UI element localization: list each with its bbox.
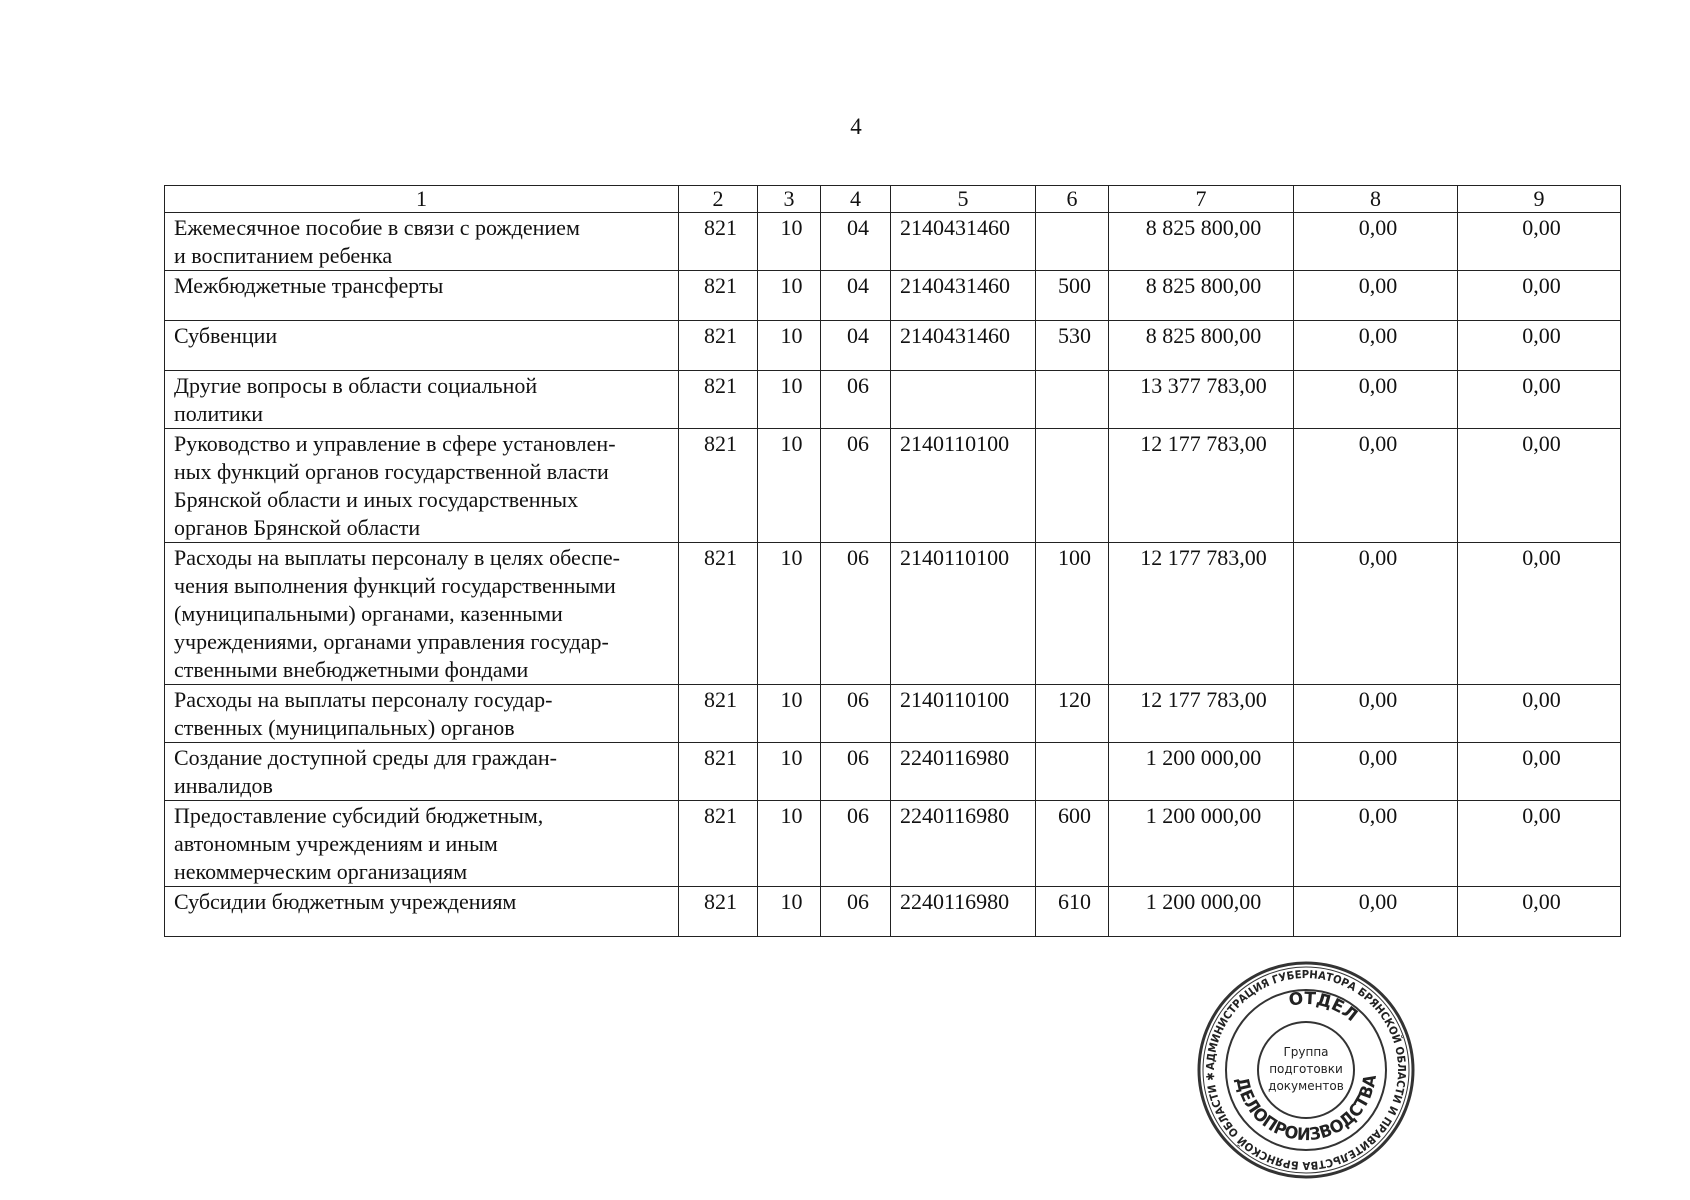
row-amount-cell: [1458, 685, 1621, 743]
cell-value: 2240116980: [900, 803, 1010, 828]
row-amount-cell: [1109, 887, 1294, 937]
cell-value: 821: [704, 323, 737, 348]
cell-value: 12 177 783,00: [1140, 431, 1267, 456]
row-target-article-cell: [891, 887, 1036, 937]
row-expense-type-cell: [1036, 801, 1109, 887]
row-section-cell: [758, 887, 821, 937]
cell-value: 13 377 783,00: [1140, 373, 1267, 398]
row-target-article-cell: [891, 321, 1036, 371]
cell-value: 821: [704, 273, 737, 298]
row-amount-cell: [1294, 271, 1458, 321]
row-amount-cell: [1458, 887, 1621, 937]
row-target-article-cell: [891, 543, 1036, 685]
row-name-cell: [165, 321, 679, 371]
table-row: [165, 213, 1621, 271]
cell-value: 0,00: [1358, 687, 1398, 712]
row-amount-cell: [1458, 801, 1621, 887]
table-row: [165, 801, 1621, 887]
column-header: 1: [165, 186, 679, 213]
row-subsection-cell: [821, 543, 891, 685]
cell-value: 06: [847, 889, 869, 914]
column-header: 7: [1109, 186, 1294, 213]
cell-value: 10: [780, 215, 803, 240]
cell-value: 821: [704, 803, 737, 828]
cell-value: 06: [847, 545, 869, 570]
cell-value: 2240116980: [900, 745, 1010, 770]
row-expense-type-cell: [1036, 543, 1109, 685]
row-amount-cell: [1458, 271, 1621, 321]
row-target-article-cell: [891, 371, 1036, 429]
row-section-cell: [758, 743, 821, 801]
row-name-cell: [165, 213, 679, 271]
row-target-article-cell: [891, 685, 1036, 743]
row-subsection-cell: [821, 271, 891, 321]
row-section-cell: [758, 213, 821, 271]
table-row: [165, 887, 1621, 937]
row-expense-type-cell: [1036, 371, 1109, 429]
cell-value: 2140110100: [900, 431, 1010, 456]
cell-value: 821: [704, 373, 737, 398]
row-amount-cell: [1109, 685, 1294, 743]
table-row: [165, 543, 1621, 685]
row-target-article-cell: [891, 801, 1036, 887]
page-number: 4: [850, 114, 862, 139]
row-amount-cell: [1294, 429, 1458, 543]
row-amount-cell: [1109, 543, 1294, 685]
row-name-cell: [165, 887, 679, 937]
stamp-outer-text: АДМИНИСТРАЦИЯ ГУБЕРНАТОРА БРЯНСКОЙ ОБЛАСТИ И ПРАВИТЕЛЬСТВА БРЯНСКОЙ ОБЛАСТИ ✱: [1203, 967, 1409, 1173]
row-code-cell: [679, 887, 758, 937]
row-amount-cell: [1109, 371, 1294, 429]
row-amount-cell: [1294, 743, 1458, 801]
cell-value: 530: [1058, 323, 1091, 348]
cell-value: 0,00: [1358, 273, 1398, 298]
cell-value: 1 200 000,00: [1145, 803, 1262, 828]
row-name-cell: [165, 801, 679, 887]
row-label-text: Субсидии бюджетным учреждениям: [174, 889, 517, 914]
cell-value: 500: [1058, 273, 1091, 298]
table-row: [165, 371, 1621, 429]
row-amount-cell: [1294, 371, 1458, 429]
cell-value: 8 825 800,00: [1145, 215, 1262, 240]
cell-value: 10: [780, 323, 803, 348]
row-section-cell: [758, 543, 821, 685]
column-header: 8: [1294, 186, 1458, 213]
cell-value: 821: [704, 545, 737, 570]
row-label-text: Предоставление субсидий бюджетным, автономным учреждениям и иным некоммерческим организациям: [174, 803, 544, 884]
row-label-text: Создание доступной среды для граждан- инвалидов: [174, 745, 557, 798]
row-name-cell: [165, 685, 679, 743]
column-header: 2: [679, 186, 758, 213]
cell-value: 12 177 783,00: [1140, 545, 1267, 570]
cell-value: 8 825 800,00: [1145, 323, 1262, 348]
row-label-text: Руководство и управление в сфере установлен- ных функций органов государственной власти Брянской области и иных государственных органов Брянской области: [174, 431, 616, 540]
row-expense-type-cell: [1036, 429, 1109, 543]
row-code-cell: [679, 685, 758, 743]
cell-value: 0,00: [1522, 373, 1561, 398]
cell-value: 2140110100: [900, 545, 1010, 570]
row-amount-cell: [1109, 429, 1294, 543]
row-amount-cell: [1458, 429, 1621, 543]
stamp-department-text: ОТДЕЛ: [1287, 988, 1362, 1027]
column-header: 6: [1036, 186, 1109, 213]
row-name-cell: [165, 543, 679, 685]
cell-value: 2140110100: [900, 687, 1010, 712]
row-target-article-cell: [891, 213, 1036, 271]
table-row: [165, 271, 1621, 321]
cell-value: 0,00: [1358, 545, 1398, 570]
row-section-cell: [758, 801, 821, 887]
cell-value: 04: [847, 323, 869, 348]
row-code-cell: [679, 801, 758, 887]
row-subsection-cell: [821, 887, 891, 937]
cell-value: 06: [847, 745, 869, 770]
cell-value: 8 825 800,00: [1145, 273, 1262, 298]
official-stamp: [1196, 960, 1416, 1180]
row-amount-cell: [1458, 543, 1621, 685]
cell-value: 0,00: [1522, 215, 1561, 240]
cell-value: 610: [1058, 889, 1091, 914]
table-body: [165, 213, 1621, 937]
cell-value: 0,00: [1522, 745, 1561, 770]
row-expense-type-cell: [1036, 321, 1109, 371]
cell-value: 0,00: [1358, 373, 1398, 398]
row-amount-cell: [1294, 685, 1458, 743]
row-amount-cell: [1458, 743, 1621, 801]
cell-value: 10: [780, 431, 803, 456]
row-label-text: Субвенции: [174, 323, 278, 348]
row-label-text: Ежемесячное пособие в связи с рождением и воспитанием ребенка: [174, 215, 580, 268]
row-code-cell: [679, 213, 758, 271]
row-amount-cell: [1294, 321, 1458, 371]
row-subsection-cell: [821, 743, 891, 801]
column-header: 4: [821, 186, 891, 213]
row-section-cell: [758, 685, 821, 743]
cell-value: 600: [1058, 803, 1091, 828]
cell-value: 2140431460: [900, 323, 1010, 348]
stamp-center-line: Группа: [1283, 1045, 1329, 1059]
row-label-text: Межбюджетные трансферты: [174, 273, 444, 298]
budget-table: [164, 185, 1621, 937]
row-amount-cell: [1109, 321, 1294, 371]
table-row: [165, 429, 1621, 543]
stamp-office-work-text: ДЕЛОПРОИЗВОДСТВА: [1231, 1072, 1382, 1146]
row-code-cell: [679, 429, 758, 543]
cell-value: 0,00: [1358, 889, 1398, 914]
cell-value: 06: [847, 373, 869, 398]
cell-value: 12 177 783,00: [1140, 687, 1267, 712]
cell-value: 10: [780, 545, 803, 570]
cell-value: 04: [847, 215, 869, 240]
column-header: 5: [891, 186, 1036, 213]
table-row: [165, 685, 1621, 743]
cell-value: 10: [780, 373, 803, 398]
row-target-article-cell: [891, 743, 1036, 801]
row-amount-cell: [1294, 213, 1458, 271]
cell-value: 821: [704, 889, 737, 914]
cell-value: 0,00: [1358, 745, 1398, 770]
cell-value: 821: [704, 215, 737, 240]
row-target-article-cell: [891, 429, 1036, 543]
row-expense-type-cell: [1036, 743, 1109, 801]
stamp-center-line: подготовки: [1269, 1062, 1343, 1076]
row-subsection-cell: [821, 213, 891, 271]
row-code-cell: [679, 271, 758, 321]
cell-value: 0,00: [1358, 803, 1398, 828]
row-section-cell: [758, 429, 821, 543]
row-code-cell: [679, 321, 758, 371]
row-amount-cell: [1294, 543, 1458, 685]
row-section-cell: [758, 321, 821, 371]
cell-value: 100: [1058, 545, 1091, 570]
row-label-text: Расходы на выплаты персоналу в целях обеспе- чения выполнения функций государственными (муниципальными) органами, казенными учреждениями, органами управления государ- ственными внебюджетными фондами: [174, 545, 620, 682]
row-amount-cell: [1109, 801, 1294, 887]
cell-value: 0,00: [1522, 323, 1561, 348]
cell-value: 06: [847, 803, 869, 828]
table-row: [165, 743, 1621, 801]
row-amount-cell: [1458, 213, 1621, 271]
row-label-text: Расходы на выплаты персоналу государ- ственных (муниципальных) органов: [174, 687, 553, 740]
cell-value: 2140431460: [900, 215, 1010, 240]
table-row: [165, 321, 1621, 371]
cell-value: 0,00: [1522, 273, 1561, 298]
cell-value: 1 200 000,00: [1145, 745, 1262, 770]
row-label-text: Другие вопросы в области социальной политики: [174, 373, 538, 426]
row-amount-cell: [1109, 213, 1294, 271]
cell-value: 2240116980: [900, 889, 1010, 914]
cell-value: 10: [780, 273, 803, 298]
header-row: [165, 186, 1621, 213]
cell-value: 2140431460: [900, 273, 1010, 298]
cell-value: 1 200 000,00: [1145, 889, 1262, 914]
cell-value: 0,00: [1522, 889, 1561, 914]
row-expense-type-cell: [1036, 213, 1109, 271]
row-expense-type-cell: [1036, 685, 1109, 743]
row-amount-cell: [1458, 371, 1621, 429]
row-name-cell: [165, 743, 679, 801]
row-amount-cell: [1109, 743, 1294, 801]
row-section-cell: [758, 371, 821, 429]
row-name-cell: [165, 371, 679, 429]
cell-value: 10: [780, 687, 803, 712]
cell-value: 0,00: [1522, 687, 1561, 712]
stamp-center-line: документов: [1268, 1079, 1344, 1093]
row-subsection-cell: [821, 685, 891, 743]
row-section-cell: [758, 271, 821, 321]
cell-value: 821: [704, 687, 737, 712]
row-name-cell: [165, 429, 679, 543]
cell-value: 0,00: [1522, 803, 1561, 828]
row-subsection-cell: [821, 429, 891, 543]
row-code-cell: [679, 543, 758, 685]
cell-value: 10: [780, 745, 803, 770]
cell-value: 0,00: [1358, 431, 1398, 456]
cell-value: 10: [780, 803, 803, 828]
row-code-cell: [679, 371, 758, 429]
cell-value: 0,00: [1358, 323, 1398, 348]
row-amount-cell: [1294, 887, 1458, 937]
row-amount-cell: [1109, 271, 1294, 321]
row-subsection-cell: [821, 801, 891, 887]
cell-value: 04: [847, 273, 869, 298]
row-amount-cell: [1294, 801, 1458, 887]
row-code-cell: [679, 743, 758, 801]
row-expense-type-cell: [1036, 887, 1109, 937]
cell-value: 0,00: [1522, 431, 1561, 456]
cell-value: 821: [704, 745, 737, 770]
cell-value: 10: [780, 889, 803, 914]
row-amount-cell: [1458, 321, 1621, 371]
row-name-cell: [165, 271, 679, 321]
cell-value: 0,00: [1522, 545, 1561, 570]
cell-value: 120: [1058, 687, 1091, 712]
row-expense-type-cell: [1036, 271, 1109, 321]
cell-value: 06: [847, 431, 869, 456]
cell-value: 821: [704, 431, 737, 456]
column-header: 9: [1458, 186, 1621, 213]
row-subsection-cell: [821, 321, 891, 371]
cell-value: 0,00: [1358, 215, 1398, 240]
cell-value: 06: [847, 687, 869, 712]
row-subsection-cell: [821, 371, 891, 429]
column-header: 3: [758, 186, 821, 213]
row-target-article-cell: [891, 271, 1036, 321]
